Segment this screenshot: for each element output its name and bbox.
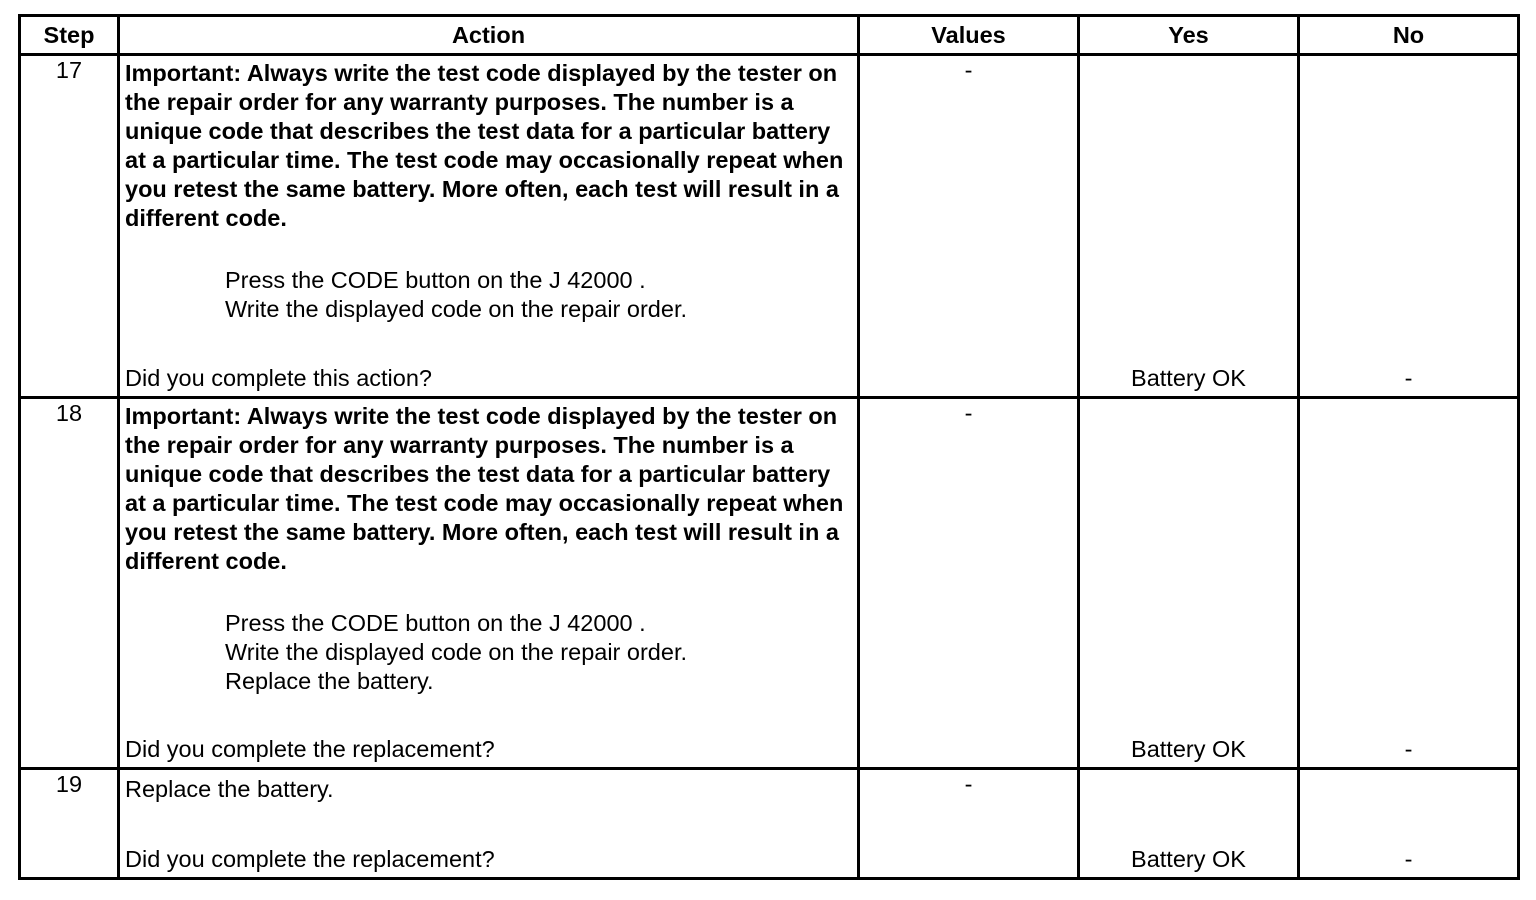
step-number: 18 <box>20 398 119 769</box>
yes-cell <box>1079 769 1299 879</box>
table-row-step-19 <box>20 769 1519 879</box>
header-action: Action <box>119 16 859 55</box>
action-step: Write the displayed code on the repair order. <box>225 296 688 322</box>
step-number: 19 <box>20 769 119 879</box>
action-question: Did you complete the replacement? <box>125 736 495 762</box>
no-cell <box>1299 769 1519 879</box>
header-row <box>20 16 1519 55</box>
values-cell: - <box>859 398 1079 769</box>
header-yes: Yes <box>1079 16 1299 55</box>
diagnostic-table <box>18 14 1520 880</box>
action-step: Press the CODE button on the J 42000 . <box>225 267 646 293</box>
action-cell <box>119 769 859 879</box>
values-cell: - <box>859 769 1079 879</box>
no-result: - <box>1404 846 1413 872</box>
important-note: Important: Always write the test code displayed by the tester on the repair order for any warranty purposes. The number is a unique code that describes the test data for a particular battery at a particular time. The test code may occasionally repeat when you retest the same battery. More often, each test will result in a different code. <box>125 60 844 231</box>
yes-result: Battery OK <box>1131 846 1246 872</box>
action-cell <box>119 55 859 398</box>
header-no: No <box>1299 16 1519 55</box>
action-steps <box>120 576 857 696</box>
action-step: Write the displayed code on the repair order. <box>225 639 688 665</box>
yes-result: Battery OK <box>1131 736 1246 762</box>
values-cell: - <box>859 55 1079 398</box>
action-steps <box>120 233 857 324</box>
action-cell <box>119 398 859 769</box>
no-result: - <box>1404 365 1413 391</box>
no-result: - <box>1404 736 1413 762</box>
yes-cell <box>1079 55 1299 398</box>
no-cell <box>1299 55 1519 398</box>
header-step: Step <box>20 16 119 55</box>
action-question: Did you complete the replacement? <box>125 846 495 872</box>
yes-cell <box>1079 398 1299 769</box>
important-note: Important: Always write the test code displayed by the tester on the repair order for any warranty purposes. The number is a unique code that describes the test data for a particular battery at a particular time. The test code may occasionally repeat when you retest the same battery. More often, each test will result in a different code. <box>125 403 844 574</box>
header-values: Values <box>859 16 1079 55</box>
action-step: Press the CODE button on the J 42000 . <box>225 610 646 636</box>
action-step: Replace the battery. <box>225 668 434 694</box>
action-question: Did you complete this action? <box>125 365 432 391</box>
action-text: Replace the battery. <box>125 776 334 802</box>
table-row-step-17 <box>20 55 1519 398</box>
yes-result: Battery OK <box>1131 365 1246 391</box>
step-number: 17 <box>20 55 119 398</box>
no-cell <box>1299 398 1519 769</box>
table-row-step-18 <box>20 398 1519 769</box>
